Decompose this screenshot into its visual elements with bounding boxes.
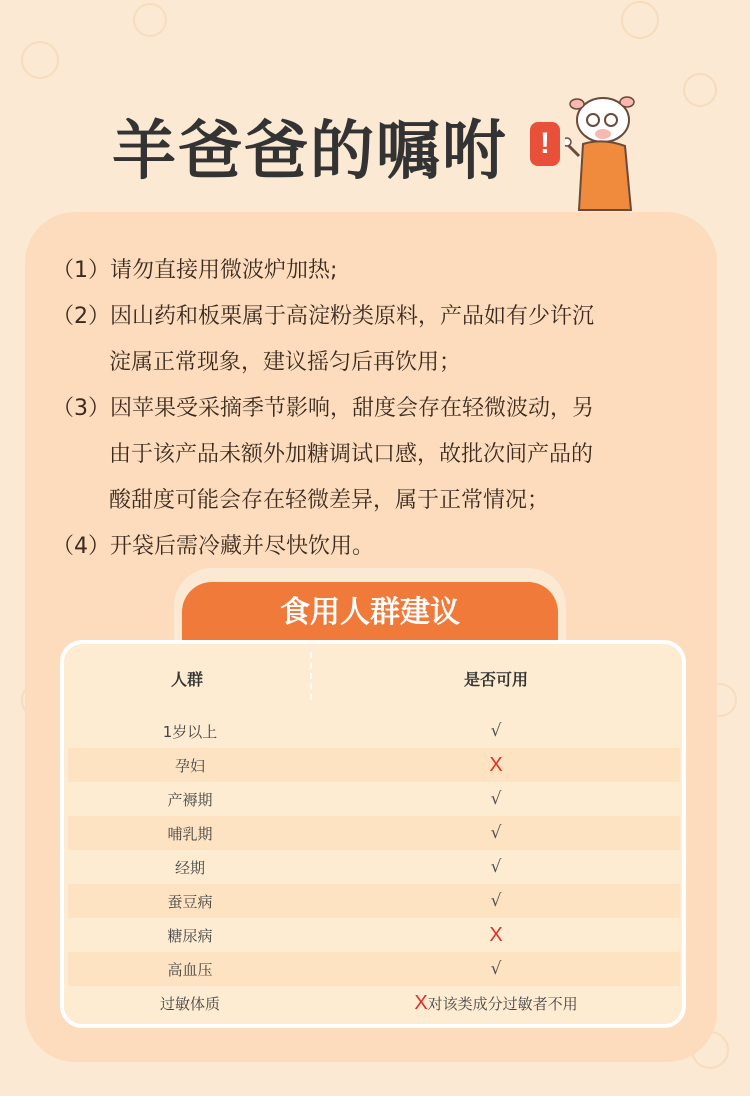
- row-usable: [312, 789, 680, 809]
- table-row: [68, 782, 680, 816]
- table-row: [68, 850, 680, 884]
- sheep-mascot-icon: [565, 92, 645, 212]
- check-icon: √: [490, 857, 502, 877]
- table-row: [68, 714, 680, 748]
- row-usable: [312, 891, 680, 911]
- header-group: 人群: [170, 669, 203, 689]
- row-usable: [312, 924, 680, 947]
- row-group: 糖尿病: [167, 926, 213, 945]
- note-item-3-cont: 由于该产品未额外加糖调试口感，故批次间产品的: [109, 442, 594, 467]
- row-group: 过敏体质: [159, 994, 220, 1013]
- header-divider: [310, 652, 312, 700]
- notes-list: [52, 248, 702, 570]
- note-item-2-cont: 淀属正常现象，建议摇匀后再饮用；: [109, 350, 462, 375]
- row-remark: 对该类成分过敏者不用: [427, 994, 578, 1013]
- cross-icon: X: [489, 923, 503, 946]
- row-usable: [312, 857, 680, 877]
- check-icon: √: [490, 789, 502, 809]
- note-item-3: （3）因苹果受采摘季节影响，甜度会存在轻微波动，另: [52, 396, 595, 421]
- row-group: 经期: [174, 858, 205, 877]
- row-group: 产褥期: [167, 790, 213, 809]
- row-usable: [312, 754, 680, 777]
- row-usable: [312, 959, 680, 979]
- suitability-table: [60, 640, 686, 1028]
- note-item-1: （1）请勿直接用微波炉加热;: [52, 258, 338, 283]
- table-row: [68, 918, 680, 952]
- note-item-3-cont: 酸甜度可能会存在轻微差异，属于正常情况；: [109, 488, 550, 513]
- row-usable: [312, 823, 680, 843]
- table-row: [68, 748, 680, 782]
- row-group: 蚕豆病: [167, 892, 213, 911]
- table-row: [68, 816, 680, 850]
- table-row: [68, 884, 680, 918]
- check-icon: √: [490, 823, 502, 843]
- table-body: [68, 714, 680, 1020]
- table-row: [68, 986, 680, 1020]
- alert-badge: !: [530, 122, 560, 166]
- page-title: 羊爸爸的嘱咐: [112, 114, 508, 189]
- table-row: [68, 952, 680, 986]
- cross-icon: X: [414, 991, 428, 1014]
- row-group: 孕妇: [174, 756, 205, 775]
- row-group: 哺乳期: [167, 824, 213, 843]
- header-usable: 是否可用: [463, 669, 528, 689]
- row-usable: [312, 721, 680, 741]
- section-tab-title: 食用人群建议: [280, 595, 460, 630]
- note-item-4: （4）开袋后需冷藏并尽快饮用。: [52, 534, 375, 559]
- note-item-2: （2）因山药和板栗属于高淀粉类原料，产品如有少许沉: [52, 304, 595, 329]
- check-icon: √: [490, 721, 502, 741]
- cross-icon: X: [489, 753, 503, 776]
- check-icon: √: [490, 959, 502, 979]
- row-group: 1岁以上: [162, 722, 218, 741]
- row-usable: [312, 992, 680, 1015]
- check-icon: √: [490, 891, 502, 911]
- row-group: 高血压: [167, 960, 213, 979]
- table-header: [64, 644, 682, 712]
